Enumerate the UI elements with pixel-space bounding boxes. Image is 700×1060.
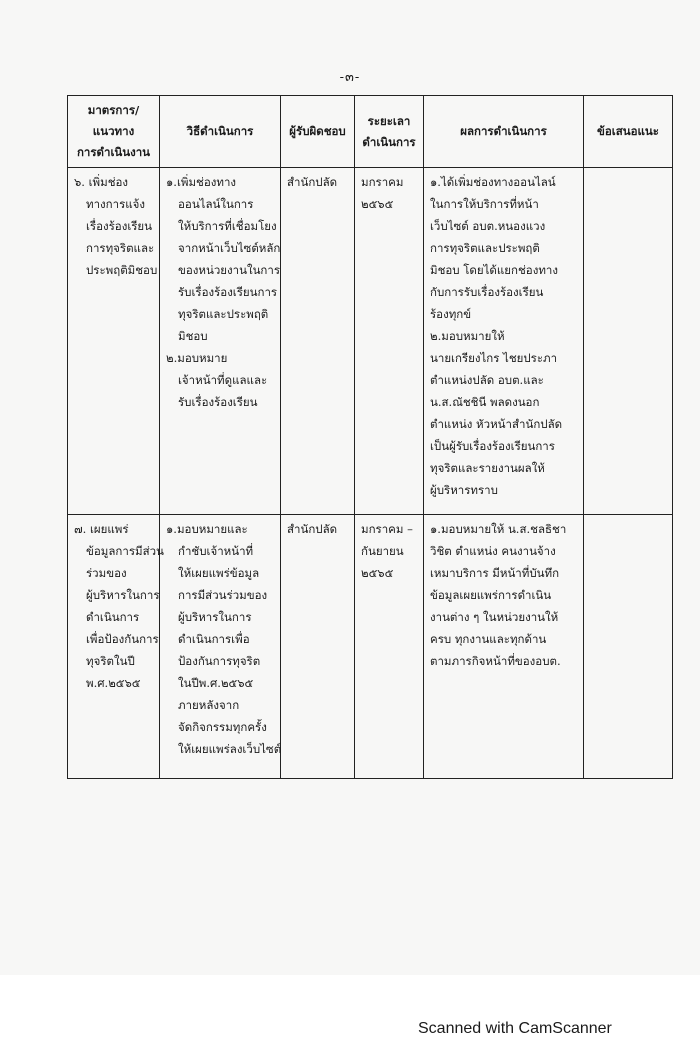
cell-text-line: ๒.มอบหมายให้ xyxy=(430,329,505,343)
cell-text-line: ผู้บริหารในการ xyxy=(178,610,252,624)
page-number: -๓- xyxy=(339,70,361,85)
result-cell xyxy=(424,168,584,515)
header-period xyxy=(355,96,424,168)
cell-text-line: เจ้าหน้าที่ดูแลและ xyxy=(178,373,268,387)
cell-text-line: ผู้รับผิดชอบ xyxy=(289,124,346,138)
cell-text-line: ดำเนินการ xyxy=(362,134,416,149)
action-plan-table xyxy=(67,95,673,779)
cell-text-line: เพื่อป้องกันการ xyxy=(86,632,159,646)
cell-text-line: ภายหลังจาก xyxy=(178,698,240,712)
cell-text-line: ตำแหน่ง หัวหน้าสำนักปลัด xyxy=(430,417,563,431)
responsible-cell xyxy=(281,168,355,515)
period-cell xyxy=(355,168,424,515)
cell-text-line: ผู้บริหารทราบ xyxy=(430,483,498,497)
cell-text-line: ครบ ทุกงานและทุกด้าน xyxy=(430,632,547,646)
header-result xyxy=(424,96,584,168)
cell-text-line: ให้บริการที่เชื่อมโยง xyxy=(178,219,277,233)
cell-text-line: กันยายน xyxy=(361,544,404,558)
table-row xyxy=(68,168,673,515)
cell-text-line: สำนักปลัด xyxy=(287,522,338,536)
cell-text-line: ให้เผยแพร่ลงเว็บไซต์ xyxy=(178,742,282,756)
cell-text-line: ทางการแจ้ง xyxy=(86,197,146,211)
cell-text-line: ทุจริตและประพฤติ xyxy=(178,307,269,321)
cell-text-line: ตามภารกิจหน้าที่ของอบต. xyxy=(430,654,561,668)
cell-text-line: มิชอบ โดยได้แยกช่องทาง xyxy=(430,263,558,277)
cell-text-line: นายเกรียงไกร ไชยประภา xyxy=(430,351,558,365)
cell-text-line: ทุจริตในปี xyxy=(86,654,135,668)
header-measure xyxy=(68,96,160,168)
method-cell xyxy=(160,515,281,779)
cell-text-line: วิชิต ตำแหน่ง คนงานจ้าง xyxy=(430,544,556,558)
cell-text-line: ๒.มอบหมาย xyxy=(166,351,228,365)
cell-text-line: ออนไลน์ในการ xyxy=(178,197,254,211)
cell-text-line: มาตรการ/ xyxy=(87,103,140,117)
cell-text-line: แนวทาง xyxy=(92,124,135,138)
cell-text-line: รับเรื่องร้องเรียน xyxy=(178,395,258,409)
cell-text-line: เว็บไซต์ อบต.หนองแวง xyxy=(430,219,546,233)
cell-text-line: ๗. เผยแพร่ xyxy=(74,522,129,536)
cell-text-line: เรื่องร้องเรียน xyxy=(86,219,153,233)
cell-text-line: ข้อมูลเผยแพร่การดำเนิน xyxy=(430,588,552,602)
cell-text-line: ผลการดำเนินการ xyxy=(460,124,547,138)
suggestion-cell xyxy=(584,168,673,515)
cell-text-line: พ.ศ.๒๕๖๕ xyxy=(86,676,141,690)
header-method xyxy=(160,96,281,168)
result-cell xyxy=(424,515,584,779)
cell-text-line: ในปีพ.ศ.๒๕๖๕ xyxy=(178,676,254,690)
cell-text-line: ประพฤติมิชอบ xyxy=(86,263,158,277)
cell-text-line: มกราคม – xyxy=(361,522,413,536)
cell-text-line: งานต่าง ๆ ในหน่วยงานให้ xyxy=(430,610,559,624)
cell-text-line: ผู้บริหารในการ xyxy=(86,588,160,602)
cell-text-line: ตำแหน่งปลัด อบต.และ xyxy=(430,373,544,387)
table-row xyxy=(68,515,673,779)
cell-text-line: ๒๕๖๕ xyxy=(361,566,394,580)
cell-text-line: น.ส.ณัชชินี พลดงนอก xyxy=(430,395,540,409)
cell-text-line: มิชอบ xyxy=(178,329,208,343)
cell-text-line: ๖. เพิ่มช่อง xyxy=(74,175,129,189)
camscanner-watermark: Scanned with CamScanner xyxy=(418,1020,612,1037)
header-row xyxy=(68,96,673,168)
header-responsible xyxy=(281,96,355,168)
cell-text-line: ข้อมูลการมีส่วน xyxy=(86,544,164,558)
cell-text-line: จัดกิจกรรมทุกครั้ง xyxy=(178,720,267,734)
cell-text-line: เหมาบริการ มีหน้าที่บันทึก xyxy=(430,566,560,580)
suggestion-cell xyxy=(584,515,673,779)
cell-text-line: รับเรื่องร้องเรียนการ xyxy=(178,285,278,299)
cell-text-line: วิธีดำเนินการ xyxy=(186,124,254,138)
cell-text-line: การดำเนินงาน xyxy=(76,145,151,159)
method-cell xyxy=(160,168,281,515)
cell-text-line: ดำเนินการ xyxy=(86,610,140,624)
cell-text-line: การมีส่วนร่วมของ xyxy=(178,588,268,602)
cell-text-line: มกราคม xyxy=(361,175,404,189)
cell-text-line: ป้องกันการทุจริต xyxy=(178,654,261,668)
cell-text-line: ให้เผยแพร่ข้อมูล xyxy=(178,566,260,580)
cell-text-line: ๒๕๖๕ xyxy=(361,197,394,211)
cell-text-line: ดำเนินการเพื่อ xyxy=(178,632,250,646)
cell-text-line: ร้องทุกข์ xyxy=(430,307,472,321)
cell-text-line: ในการให้บริการที่หน้า xyxy=(430,197,539,211)
cell-text-line: ระยะเลา xyxy=(367,113,411,128)
cell-text-line: ทุจริตและรายงานผลให้ xyxy=(430,461,545,475)
cell-text-line: ๑.ได้เพิ่มช่องทางออนไลน์ xyxy=(430,175,556,189)
cell-text-line: ร่วมของ xyxy=(86,566,127,580)
cell-text-line: ๑.เพิ่มช่องทาง xyxy=(166,175,237,189)
cell-text-line: สำนักปลัด xyxy=(287,175,338,189)
cell-text-line: ๑.มอบหมายและ xyxy=(166,522,248,536)
cell-text-line: การทุจริตและประพฤติ xyxy=(430,241,540,255)
responsible-cell xyxy=(281,515,355,779)
cell-text-line: ๑.มอบหมายให้ น.ส.ชลธิชา xyxy=(430,522,567,536)
cell-text-line: กำชับเจ้าหน้าที่ xyxy=(178,544,254,558)
header-suggestion xyxy=(584,96,673,168)
cell-text-line: การทุจริตและ xyxy=(86,241,155,255)
measure-cell xyxy=(68,168,160,515)
cell-text-line: ข้อเสนอแนะ xyxy=(597,124,659,138)
measure-cell xyxy=(68,515,164,779)
cell-text-line: กับการรับเรื่องร้องเรียน xyxy=(430,285,544,299)
period-cell xyxy=(355,515,424,779)
cell-text-line: ของหน่วยงานในการ xyxy=(178,263,281,277)
cell-text-line: เป็นผู้รับเรื่องร้องเรียนการ xyxy=(430,439,555,453)
cell-text-line: จากหน้าเว็บไซต์หลัก xyxy=(178,241,281,255)
